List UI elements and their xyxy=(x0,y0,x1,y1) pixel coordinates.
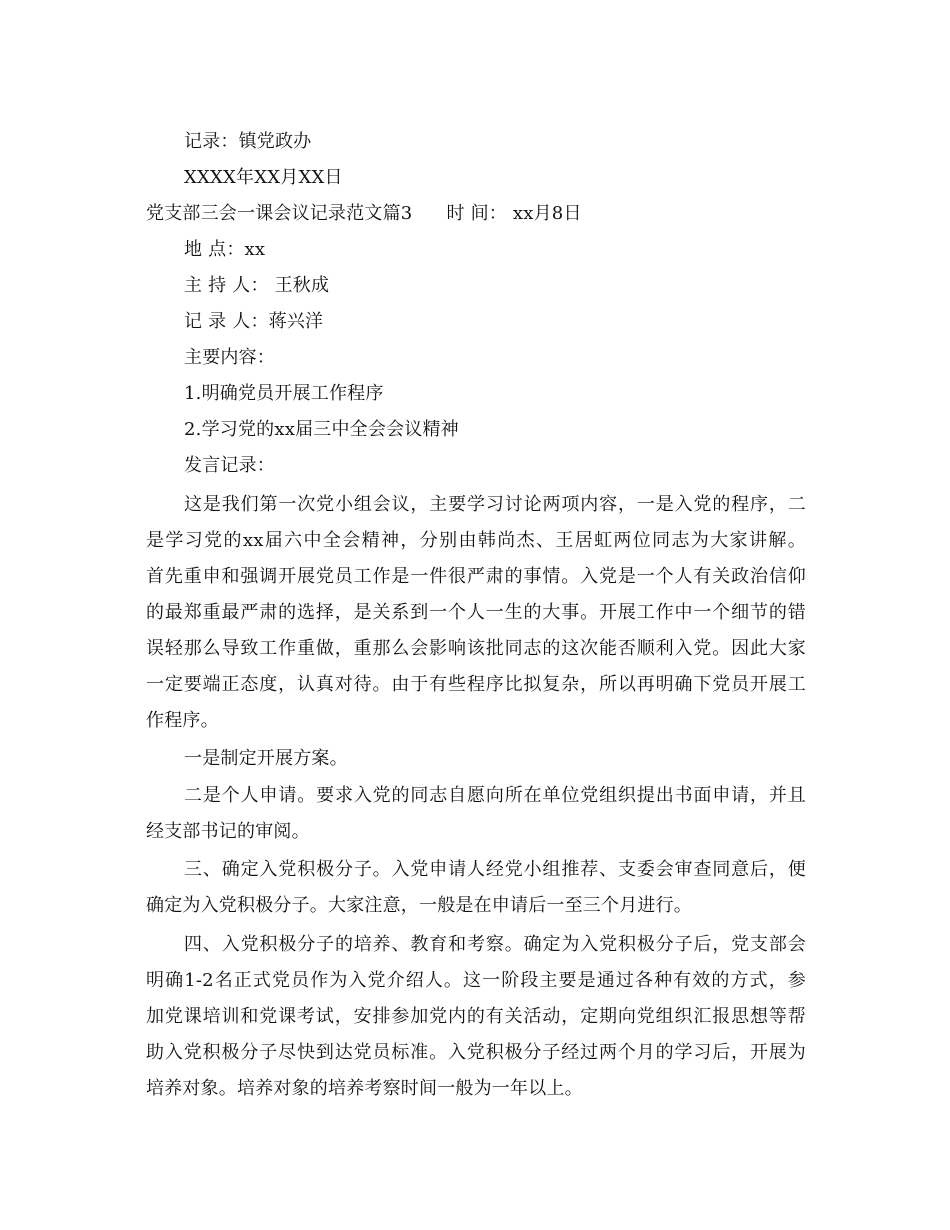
section-heading-line xyxy=(146,196,806,232)
paragraph-line: 培养对象。培养对象的培养考察时间一般为一年以上。 xyxy=(146,1078,583,1099)
paragraph-line: 一是制定开展方案。 xyxy=(184,748,348,769)
paragraph-line: 一定要端正态度，认真对待。由于有些程序比拟复杂，所以再明确下党员开展工 xyxy=(146,674,806,695)
paragraph-line: 是学习党的xx届六中全会精神，分别由韩尚杰、王居虹两位同志为大家讲解。 xyxy=(146,530,806,551)
paragraph-line: 经支部书记的审阅。 xyxy=(146,821,310,842)
paragraph-line: 作程序。 xyxy=(146,710,219,731)
location-line: 地 点：xx xyxy=(184,239,266,260)
paragraph-line: 明确1-2名正式党员作为入党介绍人。这一阶段主要是通过各种有效的方式，参 xyxy=(146,970,806,991)
main-content-label: 主要内容： xyxy=(184,347,275,368)
paragraph-line: 二是个人申请。要求入党的同志自愿向所在单位党组织提出书面申请，并且 xyxy=(184,785,806,806)
paragraph-line: 助入党积极分子尽快到达党员标准。入党积极分子经过两个月的学习后，开展为 xyxy=(146,1042,806,1063)
paragraph-line: 首先重申和强调开展党员工作是一件很严肃的事情。入党是一个人有关政治信仰 xyxy=(146,566,806,587)
paragraph-line: 三、确定入党积极分子。入党申请人经党小组推荐、支委会审查同意后，便 xyxy=(184,859,806,880)
agenda-item: 1.明确党员开展工作程序 xyxy=(184,383,384,404)
paragraph-line: 的最郑重最严肃的选择，是关系到一个人一生的大事。开展工作中一个细节的错 xyxy=(146,602,806,623)
meeting-time: 时 间： xx月8日 xyxy=(446,203,582,224)
paragraph-line: 这是我们第一次党小组会议，主要学习讨论两项内容，一是入党的程序，二 xyxy=(184,494,806,515)
speech-record-label: 发言记录： xyxy=(184,455,275,476)
paragraph-line: 加党课培训和党课考试，安排参加党内的有关活动，定期向党组织汇报思想等帮 xyxy=(146,1006,806,1027)
paragraph-line: 误轻那么导致工作重做，重那么会影响该批同志的这次能否顺利入党。因此大家 xyxy=(146,638,806,659)
host-line: 主 持 人： 王秋成 xyxy=(184,275,330,296)
recorder-line: 记 录 人：蒋兴洋 xyxy=(184,311,324,332)
recorder-org-line: 记录：镇党政办 xyxy=(184,131,312,152)
date-line: XXXX年XX月XX日 xyxy=(184,167,343,188)
section-title: 党支部三会一课会议记录范文篇3 xyxy=(146,203,413,224)
paragraph-line: 四、入党积极分子的培养、教育和考察。确定为入党积极分子后，党支部会 xyxy=(184,934,806,955)
agenda-item: 2.学习党的xx届三中全会会议精神 xyxy=(184,419,459,440)
paragraph-line: 确定为入党积极分子。大家注意，一般是在申请后一至三个月进行。 xyxy=(146,895,692,916)
